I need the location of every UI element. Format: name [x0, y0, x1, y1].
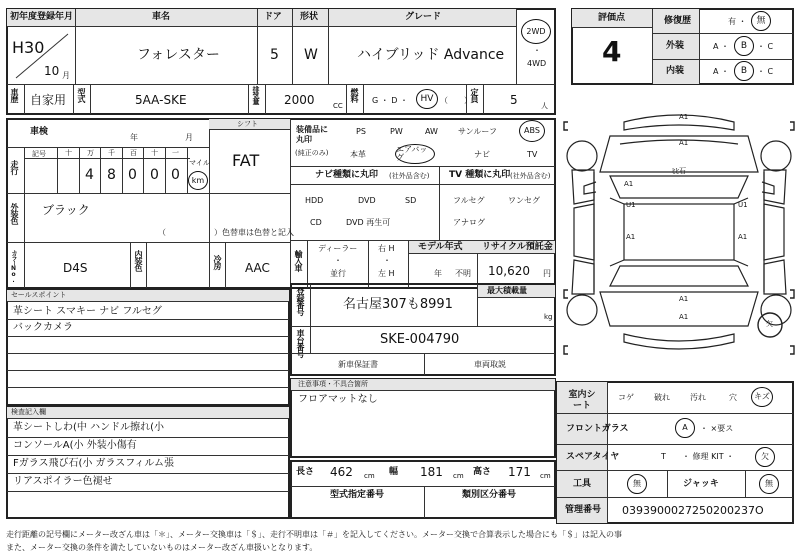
score-value: 4	[602, 35, 622, 68]
interior-color-label: 内装色	[134, 250, 143, 271]
height-unit: cm	[540, 472, 551, 480]
first-reg-label: 初年度登録年月	[10, 12, 74, 22]
exterior-c: ・ C	[757, 42, 774, 51]
import-parallel: 並行	[330, 269, 346, 278]
repair-label: 修復歴	[664, 16, 692, 26]
equip-tv: TV	[527, 150, 538, 159]
mark-ketsu: 欠	[766, 320, 773, 328]
capacity-value: 5	[510, 93, 518, 107]
ac-value: AAC	[245, 261, 270, 275]
repair-no-circle: 無	[751, 11, 771, 31]
digit-4: 0	[150, 167, 159, 183]
car-name-label: 車名	[152, 12, 171, 22]
score-label: 評価点	[598, 13, 626, 23]
mileage-label: 走行	[10, 160, 19, 174]
unit-10man: 十	[65, 149, 72, 157]
mark-hishi: ﾋﾋ石	[672, 167, 686, 175]
exterior-b-circle: B	[734, 36, 754, 56]
shape-label: 形状	[300, 12, 319, 22]
interior-sheet-kizu-circle: キズ	[751, 387, 773, 407]
model-year-unit: 年	[434, 269, 442, 278]
import-right-h: 右 H	[378, 244, 395, 253]
color-label: 外装色	[10, 203, 19, 224]
equipment-label: 装備品に丸印	[296, 125, 328, 145]
drive-4wd: 4WD	[527, 59, 547, 68]
tv-header: TV 種類に丸印	[449, 170, 511, 180]
equip-abs-circle: ABS	[519, 120, 545, 142]
inspector-line-1: 革シートしわ(中 ハンドル擦れ(小	[13, 422, 164, 433]
usage-label: 車歴	[10, 88, 19, 102]
tv-oneseg: ワンセグ	[508, 196, 540, 205]
navi-dvd: DVD	[358, 196, 376, 205]
equip-leather: 本革	[350, 150, 366, 159]
recycle-yen: 円	[543, 269, 551, 278]
first-reg-year: H30	[12, 38, 45, 57]
type-no-label: 型式指定番号	[330, 490, 385, 500]
digit-2: 8	[107, 167, 116, 183]
equip-airbag-circle: エアバッグ	[395, 144, 435, 164]
equip-sunroof: サンルーフ	[458, 127, 497, 136]
model-value: 5AA-SKE	[135, 93, 187, 107]
footer-line-1: 走行距離の記号欄にメーター改ざん車は「＊」、メーター交換車は「＄」、走行不明車は「＃」を記入してください。メーター交換で合算表示した場合にも「＄」は記入の事	[6, 530, 622, 539]
symbol-label: 記号	[32, 150, 46, 158]
jack-value-circle: 無	[759, 474, 779, 494]
model-year-label: モデル年式	[418, 242, 463, 252]
navi-header: ナビ種類に丸印	[315, 170, 379, 180]
equip-ps: PS	[356, 127, 366, 136]
mark-a1-hood: A1	[679, 139, 689, 147]
drive-2wd-circle: 2WD	[521, 19, 551, 44]
displacement-unit: CC	[333, 102, 343, 110]
spare-kit: ・ 修理 KIT ・	[682, 452, 735, 461]
equip-navi: ナビ	[474, 150, 490, 159]
digit-5: 0	[171, 167, 180, 183]
equip-pw: PW	[390, 127, 403, 136]
fuel-paren: （ ）	[440, 96, 472, 105]
equip-aw: AW	[425, 127, 438, 136]
color-note: （ ）色替車は色替と記入	[158, 228, 294, 237]
sales-line-1: 革シート スマキー ナビ フルセグ	[13, 306, 162, 317]
capacity-label: 定員	[470, 88, 479, 102]
unit-sen: 千	[108, 149, 115, 157]
first-reg-month-unit: 月	[62, 71, 70, 80]
interior-sheet-label: 室内シート	[568, 390, 596, 411]
first-reg-month: 10	[44, 64, 60, 78]
grade-label: グレード	[405, 12, 442, 22]
interior-sheet-yabure: 破れ	[654, 393, 670, 402]
tools-value-circle: 無	[627, 474, 647, 494]
door-label: ドア	[264, 12, 282, 22]
interior-b-circle: B	[734, 61, 754, 81]
tv-header-sub: (社外品含む)	[510, 172, 551, 180]
inspector-line-4: リアスポイラー色褪せ	[13, 476, 113, 487]
interior-a: A ・	[713, 67, 730, 76]
unit-hyaku: 百	[130, 149, 137, 157]
fuel-options: G ・ D ・	[372, 96, 408, 105]
chassis-value: SKE-004790	[380, 332, 460, 347]
footer-line-2: また、メーター交換の条件を満たしていないものはメーター改ざん車扱いとなります。	[6, 543, 318, 552]
fuel-label: 燃料	[350, 88, 359, 102]
mark-a1-right-rear: A1	[738, 233, 748, 241]
shaken-month: 月	[185, 133, 193, 142]
chassis-label: 車台番号	[296, 329, 305, 357]
fuel-hv-circle: HV	[416, 89, 438, 109]
navi-dvd-play: DVD 再生可	[346, 218, 391, 227]
model-label: 型式	[77, 88, 86, 102]
mark-a1-left-rear: A1	[626, 233, 636, 241]
interior-sheet-yogore: 汚れ	[690, 393, 706, 402]
width-value: 181	[420, 465, 443, 479]
unit-juu: 十	[151, 149, 158, 157]
tv-analog: アナログ	[453, 218, 485, 227]
inspector-line-3: Fガラス飛び石(小 ガラスフィルム張	[13, 458, 175, 469]
spare-ketsu-circle: 欠	[755, 447, 775, 467]
length-unit: cm	[364, 472, 375, 480]
shift-label: シフト	[237, 120, 258, 128]
mark-u1-right: U1	[738, 201, 748, 209]
reg-value: 名古屋307も8991	[343, 297, 453, 312]
interior-c: ・ C	[757, 67, 774, 76]
height-value: 171	[508, 465, 531, 479]
warranty-label: 新車保証書	[338, 360, 378, 369]
repair-yes: 有 ・	[728, 17, 747, 26]
km-circle: km	[188, 171, 208, 190]
width-unit: cm	[453, 472, 464, 480]
exterior-label: 外装	[666, 41, 685, 51]
notes-line-1: フロアマットなし	[298, 394, 378, 405]
import-label: 輸入車	[294, 250, 303, 271]
mark-a1-top: A1	[679, 113, 689, 121]
navi-sd: SD	[405, 196, 417, 205]
shaken-year: 年	[130, 133, 138, 142]
interior-sheet-koge: コゲ	[618, 393, 634, 402]
recycle-value: 10,620	[488, 264, 530, 278]
digit-1: 4	[85, 167, 94, 183]
max-load-unit: kg	[544, 313, 553, 321]
navi-cd: CD	[310, 218, 322, 227]
management-label: 管理番号	[565, 505, 602, 515]
capacity-unit: 人	[541, 102, 548, 110]
glass-label: フロントガラス	[566, 424, 629, 434]
grade-value: ハイブリッド Advance	[357, 47, 505, 63]
inspector-line-2: コンソールA(小 外装小傷有	[13, 440, 137, 451]
ac-label: 冷房	[213, 255, 222, 269]
navi-hdd: HDD	[305, 196, 324, 205]
mark-a1-left-front: A1	[624, 180, 634, 188]
sales-line-2: バックカメラ	[13, 322, 73, 333]
tools-label: 工具	[573, 479, 592, 489]
jack-label: ジャッキ	[683, 479, 719, 489]
import-left-h: 左 H	[378, 269, 395, 278]
tv-fullseg: フルセグ	[453, 196, 485, 205]
navi-header-sub: (社外品含む)	[389, 172, 430, 180]
mark-a1-tail: A1	[679, 295, 689, 303]
length-value: 462	[330, 465, 353, 479]
color-no-value: D4S	[63, 261, 88, 275]
model-year-unknown: 不明	[455, 269, 471, 278]
mile-label: マイル	[189, 159, 210, 167]
shape-value: W	[304, 47, 318, 63]
displacement-label: 排気量	[252, 86, 260, 104]
color-no-label: カラーNo.	[10, 250, 17, 283]
doors-value: 5	[270, 47, 279, 63]
drive-dot: ・	[533, 46, 541, 55]
unit-ichi: 一	[172, 149, 179, 157]
unit-man: 万	[87, 149, 94, 157]
interior-label: 内装	[666, 66, 685, 76]
import-dot2: ・	[383, 256, 391, 265]
reg-label: 登録番号	[296, 287, 305, 315]
height-label: 高さ	[473, 467, 492, 477]
import-dot: ・	[334, 256, 342, 265]
notes-label: 注意事項・不具合箇所	[298, 380, 368, 388]
usage-value: 自家用	[30, 93, 67, 107]
inspector-label: 検査記入欄	[11, 408, 46, 416]
displacement-value: 2000	[284, 93, 315, 107]
max-load-label: 最大積載量	[487, 286, 527, 295]
spare-label: スペアタイヤ	[566, 452, 620, 462]
glass-rest: ・ ×要ス	[700, 424, 734, 433]
car-name-value: フォレスター	[137, 47, 220, 63]
color-value: ブラック	[42, 203, 90, 217]
glass-a-circle: A	[675, 418, 695, 438]
equipment-sublabel: (純正のみ)	[295, 149, 329, 157]
class-no-label: 類別区分番号	[462, 490, 517, 500]
shaken-label: 車検	[30, 127, 49, 137]
mark-a1-bumper: A1	[679, 313, 689, 321]
exterior-a: A ・	[713, 42, 730, 51]
digit-3: 0	[128, 167, 137, 183]
management-value: 0393900027250200237O	[622, 504, 764, 517]
width-label: 幅	[389, 467, 399, 477]
mark-u1-left: U1	[626, 201, 636, 209]
shift-value: FAT	[232, 151, 260, 170]
spare-t: T	[661, 452, 666, 461]
manual-label: 車両取説	[474, 360, 506, 369]
interior-sheet-ana: 穴	[729, 393, 737, 402]
length-label: 長さ	[296, 467, 315, 477]
recycle-label: リサイクル預託金	[482, 242, 553, 252]
import-dealer: ディーラー	[318, 244, 358, 253]
sales-label: セールスポイント	[11, 291, 67, 299]
